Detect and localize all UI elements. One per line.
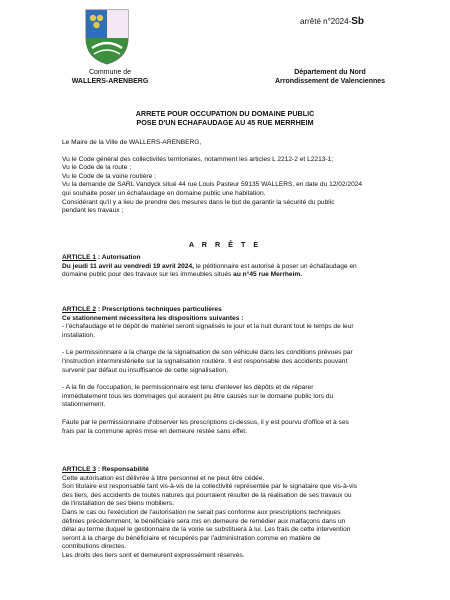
article-2: [62, 306, 398, 436]
article-3-line: seront à la charge du bénéficiaire et récupérés par l'administration comme en matière de: [62, 534, 321, 542]
article-2-line: Faute par le permissionnaire d'observer les prescriptions ci-dessus, il y est pourvu d'office et à ses: [62, 418, 349, 426]
commune-label: Commune de: [88, 69, 132, 76]
article-1-text: le pétitionnaire est autorisé à poser un échafaudage en: [193, 262, 357, 270]
article-2-line: survenir par défaut ou insuffisance de cette signalisation,: [62, 366, 228, 374]
department-name: Département du Nord: [294, 69, 366, 76]
document-title-line-2: POSE D'UN ECHAFAUDAGE AU 45 RUE MERRHEIM: [136, 118, 314, 127]
article-2-line: installation,: [62, 331, 95, 339]
request-line: Vu la demande de SARL Vandyck situé 44 rue Louis Pasteur 59135 WALLERS, en date du 12/02/2024: [62, 181, 363, 189]
commune-block: [60, 68, 160, 86]
preamble: [62, 139, 398, 216]
coat-of-arms-icon: [84, 8, 130, 66]
article-2-line: - Le permissionnaire a la charge de la signalisation de son véhicule dans les conditions prévues par: [62, 349, 353, 357]
article-3-line: des tiers, des accidents de toutes natures qui pourraient résulter de la réalisation de ses travaux ou: [62, 491, 352, 499]
article-1-line: [62, 271, 398, 280]
legal-basis-line: Vu le Code de la route ;: [62, 164, 132, 172]
arrondissement-name: Arrondissement de Valenciennes: [274, 78, 386, 85]
legal-basis-line: Vu le Code de la voirie routière ;: [62, 172, 156, 180]
article-2-title: : Prescriptions techniques particulières: [96, 306, 222, 313]
article-3-line: Les droits des tiers sont et demeurent expressément réservés.: [62, 551, 245, 559]
department-block: [260, 68, 400, 86]
article-3-line: Cette autorisation est délivrée à titre personnel et ne peut être cédée.: [62, 474, 265, 482]
article-2-line: frais par la commune après mise en demeure restée sans effet.: [62, 427, 247, 435]
request-line: qui souhaite poser un échafaudage en domaine public une habitation.: [62, 189, 266, 197]
article-2-label: ARTICLE 2: [62, 306, 97, 313]
article-2-subheading: Ce stationnement nécessitera les dispositions suivantes :: [62, 314, 244, 322]
article-2-line: immédiatement tous les dommages qui auraient pu être causés sur le domaine public lors du: [62, 392, 334, 400]
article-2-line: l'instruction interministérielle sur la signalisation routière. Il est responsable des accidents pouvant: [62, 357, 348, 365]
arrete-heading: A R R Ê T E: [188, 240, 262, 249]
considering-line: Considérant qu'il y a lieu de prendre des mesures dans le but de garantir la sécurité du public: [62, 198, 335, 206]
considering-line: pendant les travaux ;: [62, 207, 124, 215]
decree-reference: [300, 16, 364, 27]
article-1-title: : Autorisation: [96, 254, 141, 261]
article-1-address: au n°45 rue Merrheim.: [233, 271, 303, 279]
document-title: [60, 109, 390, 127]
article-3-heading: [62, 466, 398, 475]
article-2-line: - l'échafaudage et le dépôt de matériel seront signalisés le jour et la nuit durant tout le temps de leur: [62, 323, 354, 331]
legal-basis-line: Vu le Code général des collectivités territoriales, notamment les articles L 2212-2 et L2213-1;: [62, 155, 334, 163]
article-2-line: - A la fin de l'occupation, le permissionnaire est tenu d'enlever les dépôts et de réparer: [62, 384, 314, 392]
document-title-line-1: ARRETE POUR OCCUPATION DU DOMAINE PUBLIC: [135, 109, 315, 118]
article-1-heading: [62, 254, 398, 263]
article-1-dates: Du jeudi 11 avril au vendredi 19 avril 2024,: [62, 262, 194, 270]
article-3-title: : Responsabilité: [96, 466, 149, 473]
article-3-line: définies précédemment, le bénéficiaire sera mis en demeure de remédier aux malfaçons dans un: [62, 517, 346, 525]
article-1-label: ARTICLE 1: [62, 254, 97, 261]
article-3-line: Son titulaire est responsable tant vis-à-vis de la collectivité représentée par le signataire que vis-à-vis: [62, 483, 358, 491]
article-1-line: [62, 263, 398, 272]
article-3-line: délai au terme duquel le gestionnaire de la voirie se substituera à lui. Les frais de cette intervention: [62, 526, 351, 534]
article-3-line: Dans le cas ou l'exécution de l'autorisation ne serait pas conforme aux prescriptions techniques: [62, 508, 341, 516]
article-3-label: ARTICLE 3: [62, 466, 97, 473]
mayor-line: Le Maire de la Ville de WALLERS-ARENBERG,: [62, 139, 202, 146]
article-3: [62, 466, 398, 561]
article-3-line: contributions directes.: [62, 543, 127, 551]
decree-reference-number: arrêté n°2024-: [300, 17, 352, 26]
article-2-heading: [62, 306, 398, 315]
article-1-text: domaine public pour des travaux sur les immeubles situés: [62, 271, 234, 279]
decree-reference-suffix: Sb: [351, 16, 365, 27]
article-2-line: stationnement.: [62, 401, 106, 409]
article-1: [62, 254, 398, 280]
commune-name: WALLERS-ARENBERG: [71, 78, 149, 85]
article-3-line: de l'installation de ses biens mobiliers.: [62, 500, 174, 508]
